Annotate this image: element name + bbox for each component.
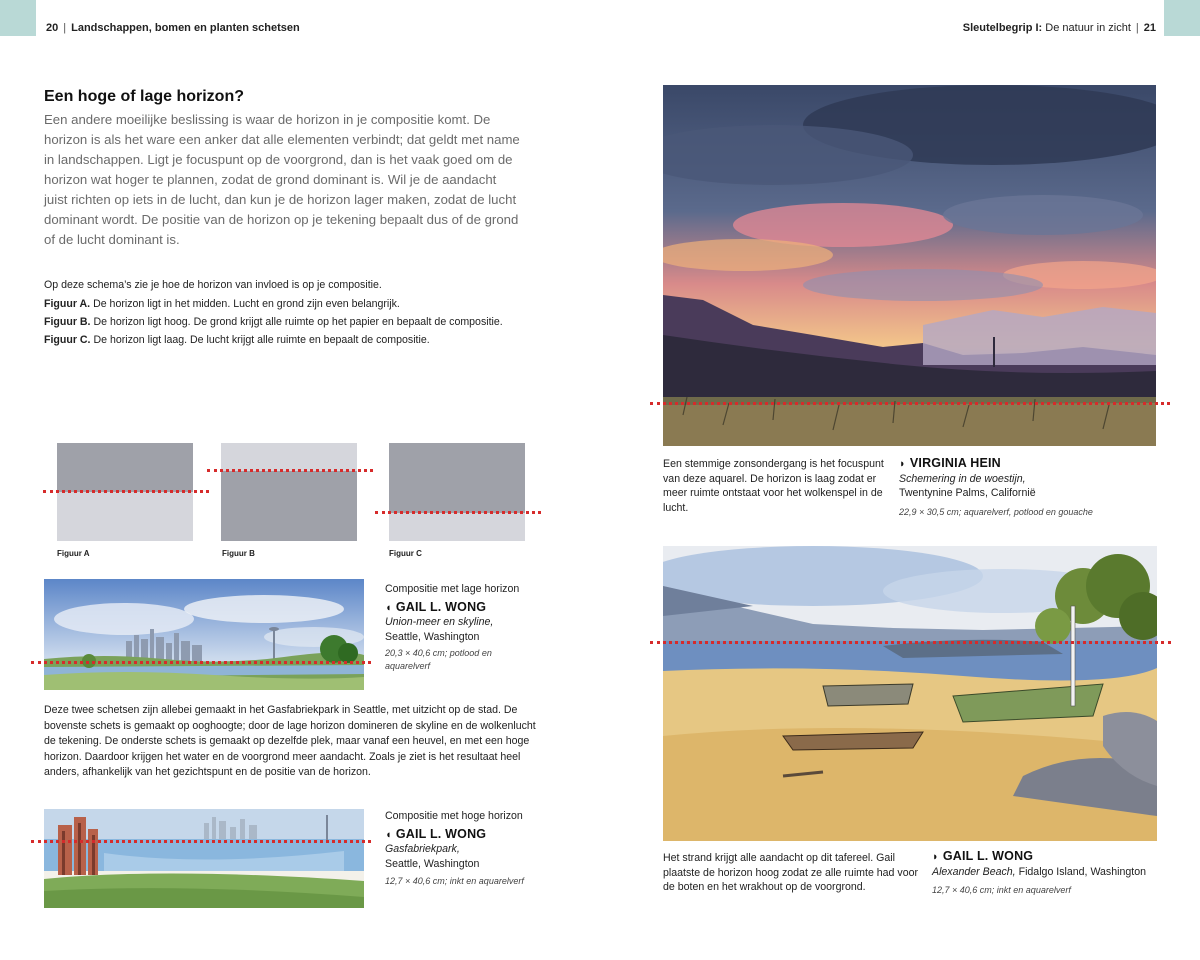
sketch-low-dimensions: 20,3 × 40,6 cm; potlood en aquarelverf <box>385 648 492 671</box>
beach-painting-art <box>663 546 1157 841</box>
beach-horizon-marker <box>650 641 1171 644</box>
figure-a-sky <box>57 443 193 492</box>
sunset-caption: Een stemmige zonsondergang is het focuspunt van deze aquarel. De horizon is laag zodat er meer ruimte ontstaat voor het wolkenspel in de lucht. <box>663 458 884 514</box>
beach-credit <box>932 849 1172 898</box>
sunset-painting-art <box>663 85 1156 446</box>
beach-caption: Het strand krijgt alle aandacht op dit tafereel. Gail plaatste de horizon hoog zodat ze alle ruimte had voor de boten en het wrakhout op de voorgrond. <box>663 852 919 893</box>
figure-c-horizon-marker <box>375 511 541 514</box>
figure-c-sky <box>389 443 525 513</box>
schema-explanation <box>44 278 504 348</box>
sketch-low-title: Compositie met lage horizon <box>385 583 520 595</box>
section-key-right: Sleutelbegrip I: <box>962 22 1043 34</box>
sunset-place: Twentynine Palms, Californië <box>899 487 1036 499</box>
sketch-low-artist: ◖ GAIL L. WONG <box>385 599 487 614</box>
sunset-credit <box>899 456 1129 519</box>
sketch-high-horizon-marker <box>31 840 371 843</box>
sunset-dimensions: 22,9 × 30,5 cm; aquarelverf, potlood en gouache <box>899 506 1093 517</box>
section-title-left: Landschappen, bomen en planten schetsen <box>71 22 300 34</box>
running-header-left: 20 | Landschappen, bomen en planten schetsen <box>46 22 300 34</box>
beach-artist: ◗ GAIL L. WONG <box>932 849 1034 863</box>
page-tab-left <box>0 0 36 36</box>
sketch-low-horizon-marker <box>31 661 371 664</box>
running-header-right: Sleutelbegrip I: De natuur in zicht | 21 <box>962 22 1156 34</box>
figure-b-horizon-marker <box>207 469 373 472</box>
sketch-low-horizon-image <box>44 579 364 690</box>
figure-a-horizon-marker <box>43 490 209 493</box>
sunset-work: Schemering in de woestijn, <box>899 472 1026 485</box>
sketches-paragraph: Deze twee schetsen zijn allebei gemaakt in het Gasfabriekpark in Seattle, met uitzicht op de stad. De bovenste schets is gemaakt op ooghoogte; door de lage horizon domineren de skyline en de wolkenlucht de tekening. De onderste schets is gemaakt op dezelfde plek, maar vanaf een heuvel, en met een hoge horizon. Daardoor krijgen het water en de voorgrond meer aandacht. Zoals je ziet is het resultaat heel anders, afhankelijk van het gezichtspunt en de positie van de horizon. <box>44 704 536 778</box>
schema-item-c: Figuur C. De horizon ligt laag. De lucht krijgt alle ruimte en bepaalt de compositie. <box>44 334 430 346</box>
schema-item-a: Figuur A. De horizon ligt in het midden. Lucht en grond zijn even belangrijk. <box>44 298 400 310</box>
copyright-icon: ◗ <box>932 851 939 863</box>
figure-b-diagram <box>221 443 357 541</box>
sketch-low-place: Seattle, Washington <box>385 630 480 643</box>
sunset-horizon-marker <box>650 402 1170 405</box>
sunset-painting-image <box>663 85 1156 446</box>
figure-a-label: Figuur A <box>57 549 90 558</box>
figure-c-diagram <box>389 443 525 541</box>
section-heading: Een hoge of lage horizon? <box>44 88 244 105</box>
beach-painting-image <box>663 546 1157 841</box>
copyright-icon: ◖ <box>385 601 392 614</box>
sketch-high-title: Compositie met hoge horizon <box>385 810 523 822</box>
sunset-artist: ◗ VIRGINIA HEIN <box>899 456 1001 470</box>
sketch-high-artist: ◖ GAIL L. WONG <box>385 826 487 841</box>
copyright-icon: ◗ <box>899 458 906 470</box>
schema-intro-line: Op deze schema’s zie je hoe de horizon van invloed is op je compositie. <box>44 279 382 291</box>
schema-item-b: Figuur B. De horizon ligt hoog. De grond krijgt alle ruimte op het papier en bepaalt de compositie. <box>44 316 503 328</box>
sketch-high-caption <box>385 809 545 889</box>
page-number-left: 20 <box>46 22 59 34</box>
beach-place: Fidalgo Island, Washington <box>1018 865 1146 878</box>
figure-b-label: Figuur B <box>222 549 255 558</box>
sketch-high-horizon-image <box>44 809 364 908</box>
intro-paragraph: Een andere moeilijke beslissing is waar de horizon in je compositie komt. De horizon is als het ware een anker dat alle elementen verbindt; dat geldt met name in landschappen. Ligt je focuspunt op de voorgrond, dan is het vaak goed om de horizon wat hoger te plannen, zodat de grond dominant is. Wil je de aandacht juist richten op iets in de lucht, dan kun je de horizon lager maken, zodat de lucht dominant wordt. De positie van de horizon op je tekening bepaalt dus of de grond of de lucht dominant is. <box>44 112 520 247</box>
figure-b-sky <box>221 443 357 471</box>
section-title-right: De natuur in zicht <box>1045 22 1131 34</box>
sketch-low-horizon-art <box>44 579 364 690</box>
sketch-low-work: Union-meer en skyline, <box>385 616 494 628</box>
page-number-right: 21 <box>1143 22 1156 34</box>
sketch-high-place: Seattle, Washington <box>385 857 480 870</box>
beach-work: Alexander Beach, <box>932 865 1016 878</box>
figure-c-label: Figuur C <box>389 549 422 558</box>
sketch-low-caption <box>385 582 535 673</box>
beach-dimensions: 12,7 × 40,6 cm; inkt en aquarelverf <box>932 885 1071 895</box>
page-tab-right <box>1164 0 1200 36</box>
beach-work-line <box>932 865 1172 880</box>
sketch-high-horizon-art <box>44 809 364 908</box>
sketch-high-dimensions: 12,7 × 40,6 cm; inkt en aquarelverf <box>385 876 524 886</box>
figure-a-diagram <box>57 443 193 541</box>
copyright-icon: ◖ <box>385 828 392 841</box>
sketch-high-work: Gasfabriekpark, <box>385 843 460 855</box>
